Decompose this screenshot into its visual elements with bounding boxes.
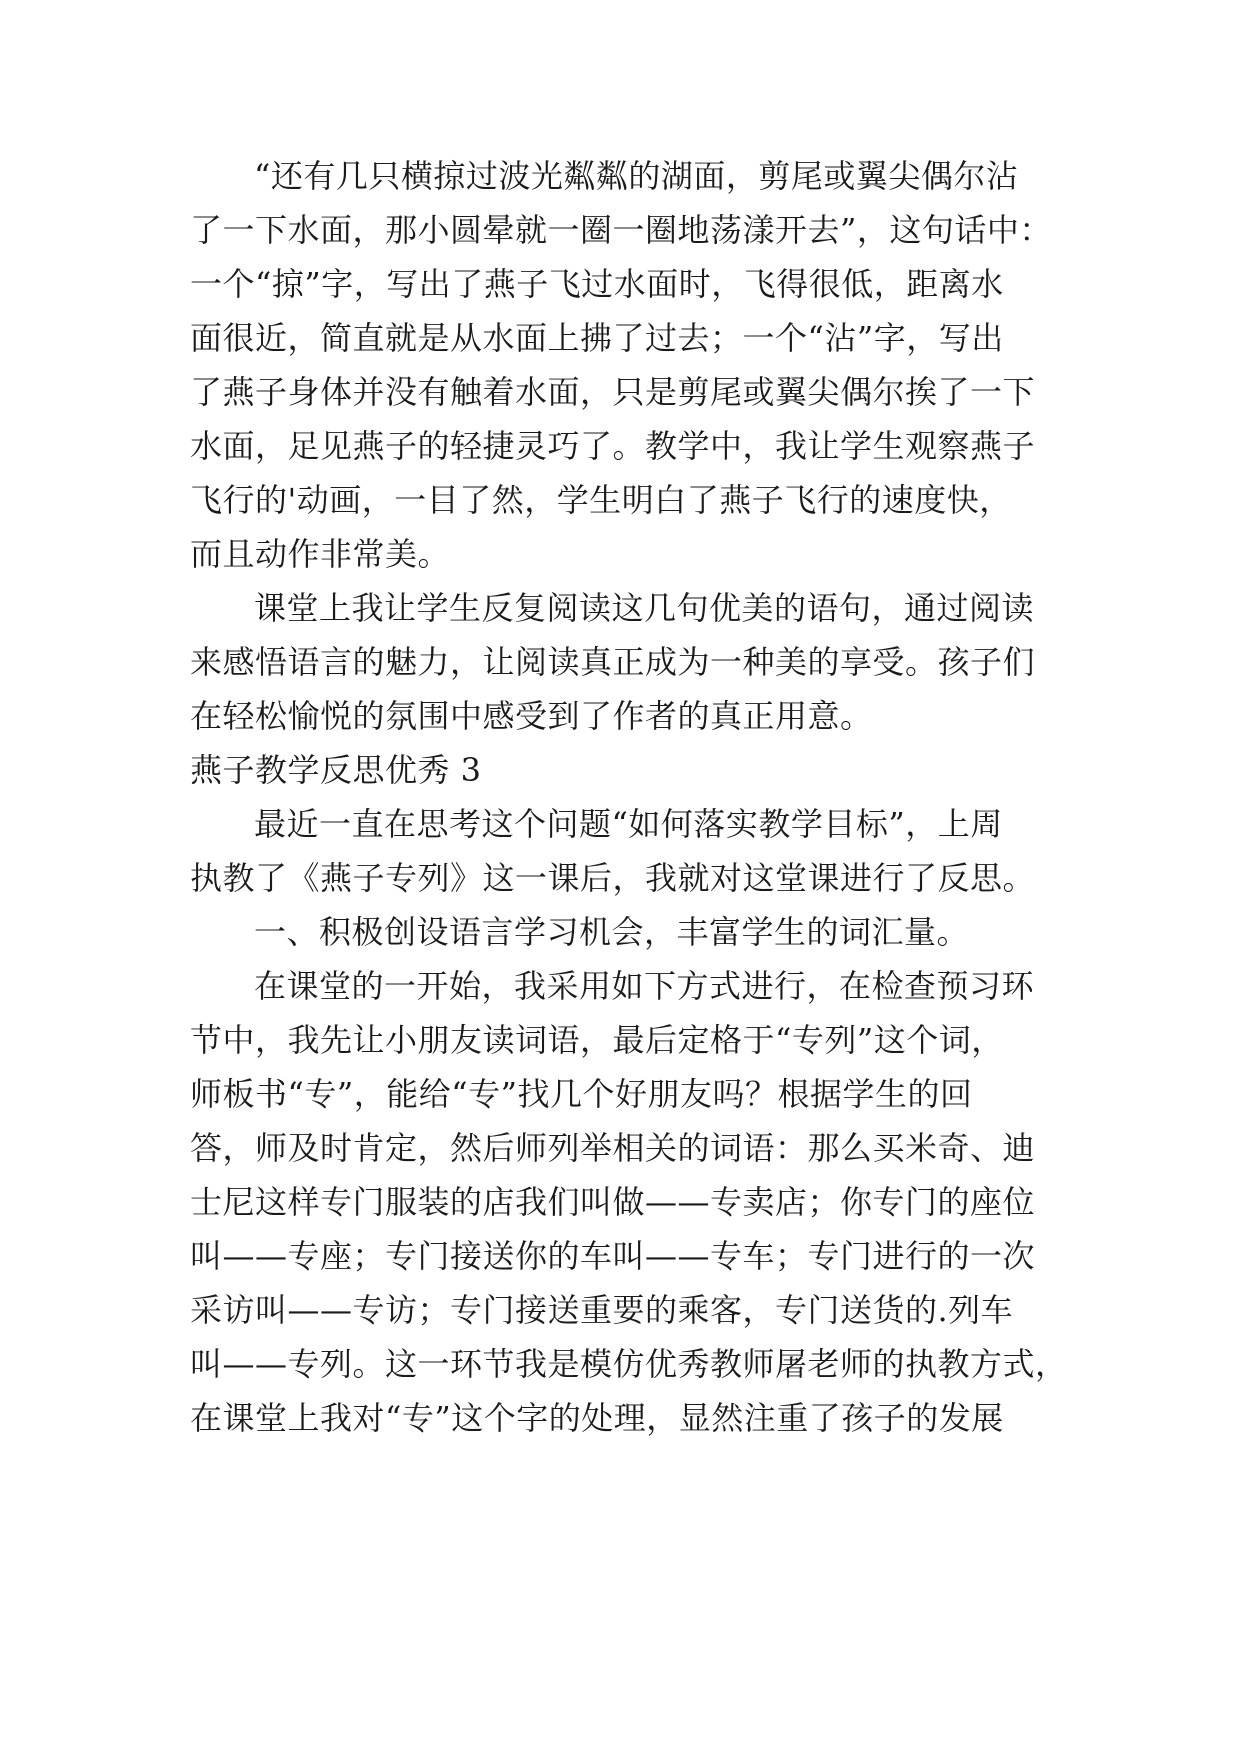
paragraph-line: 一个“掠”字，写出了燕子飞过水面时，飞得很低，距离水	[190, 265, 1004, 303]
paragraph-line: 来感悟语言的魅力，让阅读真正成为一种美的享受。孩子们	[190, 643, 1036, 681]
paragraph-line: 而且动作非常美。	[190, 535, 451, 573]
paragraph-line: 节中，我先让小朋友读词语，最后定格于“专列”这个词，	[190, 1021, 1004, 1059]
paragraph-line: “还有几只横掠过波光粼粼的湖面，剪尾或翼尖偶尔沾	[254, 157, 1019, 195]
paragraph-line: 了一下水面，那小圆晕就一圈一圈地荡漾开去”，这句话中：	[190, 211, 1052, 249]
paragraph-line: 最近一直在思考这个问题“如何落实教学目标”，上周	[254, 805, 1003, 843]
paragraph-line: 答，师及时肯定，然后师列举相关的词语：那么买米奇、迪	[190, 1129, 1036, 1167]
paragraph-line: 飞行的'动画，一目了然，学生明白了燕子飞行的速度快，	[190, 481, 1012, 519]
subheading-line: 一、积极创设语言学习机会，丰富学生的词汇量。	[254, 913, 970, 951]
paragraph-line: 课堂上我让学生反复阅读这几句优美的语句，通过阅读	[254, 589, 1035, 627]
paragraph-line: 士尼这样专门服装的店我们叫做——专卖店；你专门的座位	[190, 1183, 1036, 1221]
paragraph-line: 水面，足见燕子的轻捷灵巧了。教学中，我让学生观察燕子	[190, 427, 1036, 465]
paragraph-line: 在课堂的一开始，我采用如下方式进行，在检查预习环	[254, 967, 1035, 1005]
paragraph-line: 在课堂上我对“专”这个字的处理，显然注重了孩子的发展	[190, 1399, 1004, 1437]
paragraph-line: 叫——专列。这一环节我是模仿优秀教师屠老师的执教方式，	[190, 1345, 1068, 1383]
paragraph-line: 叫——专座；专门接送你的车叫——专车；专门进行的一次	[190, 1237, 1036, 1275]
paragraph-line: 面很近，简直就是从水面上拂了过去；一个“沾”字，写出	[190, 319, 1004, 357]
paragraph-line: 师板书“专”，能给“专”找几个好朋友吗？根据学生的回	[190, 1075, 973, 1113]
section-heading: 燕子教学反思优秀 3	[190, 751, 482, 789]
paragraph-line: 采访叫——专访；专门接送重要的乘客，专门送货的.列车	[190, 1291, 1014, 1329]
paragraph-line: 在轻松愉悦的氛围中感受到了作者的真正用意。	[190, 697, 873, 735]
paragraph-line: 了燕子身体并没有触着水面，只是剪尾或翼尖偶尔挨了一下	[190, 373, 1036, 411]
paragraph-line: 执教了《燕子专列》这一课后，我就对这堂课进行了反思。	[190, 859, 1036, 897]
